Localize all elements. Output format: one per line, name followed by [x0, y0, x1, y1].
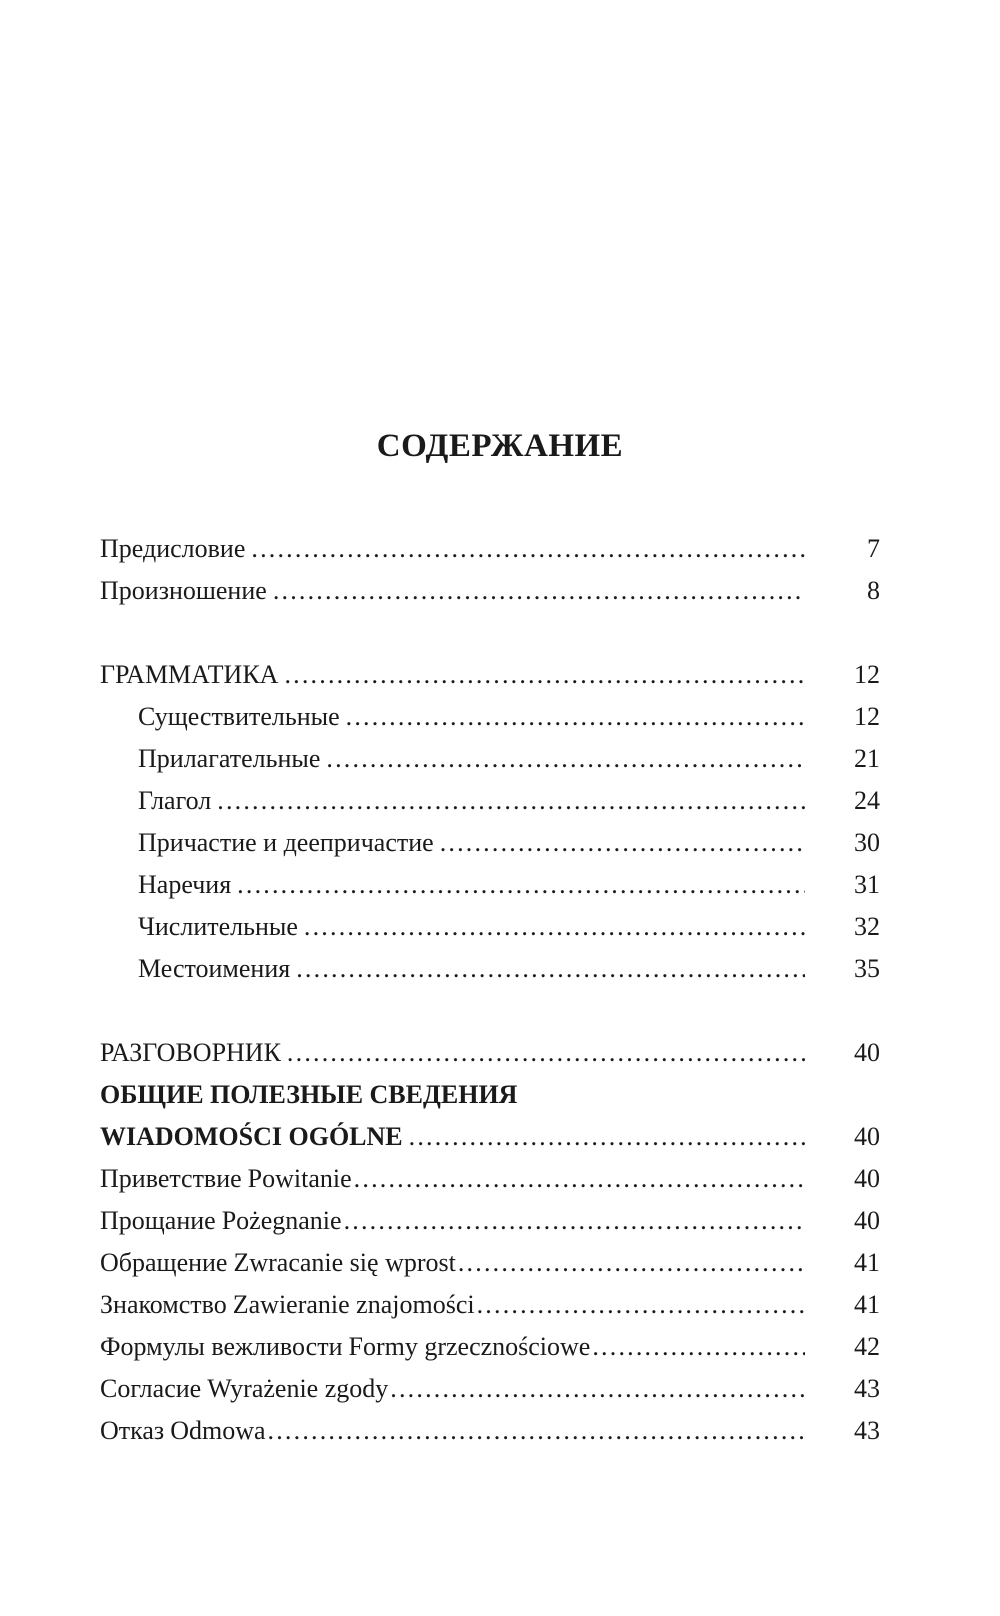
toc-entry-preface[interactable]	[100, 528, 880, 570]
toc-page-number: 40	[854, 1164, 880, 1193]
toc-entry-label: РАЗГОВОРНИК	[100, 1038, 281, 1067]
dot-leader	[354, 1158, 805, 1200]
toc-entry-adjectives[interactable]	[100, 738, 880, 780]
toc-entry-label: Отказ	[100, 1416, 165, 1445]
toc-entry-refusal[interactable]	[100, 1410, 880, 1452]
toc-entry-participles[interactable]	[100, 822, 880, 864]
dot-leader	[346, 696, 805, 738]
toc-entry-verb[interactable]	[100, 780, 880, 822]
dot-leader	[458, 1242, 805, 1284]
toc-page-number: 24	[854, 786, 880, 815]
dot-leader	[304, 906, 805, 948]
toc-entry-nouns[interactable]	[100, 696, 880, 738]
toc-page-number: 43	[854, 1374, 880, 1403]
toc-page-number: 8	[867, 576, 880, 605]
toc-entry-polish-label: Zawieranie znajomości	[232, 1290, 475, 1319]
toc-entry-label: Местоимения	[138, 954, 291, 983]
toc-entry-numerals[interactable]	[100, 906, 880, 948]
toc-page-number: 12	[854, 660, 880, 689]
toc-entry-polish-label: Zwracanie się wprost	[233, 1248, 456, 1277]
toc-entry-label: Предисловие	[100, 534, 246, 563]
toc-page-number: 12	[854, 702, 880, 731]
toc-page-number: 21	[854, 744, 880, 773]
toc-entry-label: Прилагательные	[138, 744, 321, 773]
dot-leader	[296, 948, 805, 990]
toc-entry-agreement[interactable]	[100, 1368, 880, 1410]
toc-section-phrasebook[interactable]	[100, 1032, 880, 1074]
toc-entry-adverbs[interactable]	[100, 864, 880, 906]
toc-page-number: 41	[854, 1248, 880, 1277]
toc-entry-politeness[interactable]	[100, 1326, 880, 1368]
toc-entry-label: Приветствие	[100, 1164, 242, 1193]
dot-leader	[237, 864, 805, 906]
toc-page-number: 40	[854, 1206, 880, 1235]
toc-entry-addressing[interactable]	[100, 1242, 880, 1284]
toc-entry-label: Формулы вежливости	[100, 1332, 343, 1361]
toc-entry-acquaintance[interactable]	[100, 1284, 880, 1326]
toc-entry-label: Числительные	[138, 912, 298, 941]
toc-entry-label: Прощание	[100, 1206, 216, 1235]
toc-heading-general-info[interactable]	[100, 1074, 880, 1158]
toc-page-number: 40	[854, 1038, 880, 1067]
toc-entry-polish-label: Formy grzecznościowe	[348, 1332, 591, 1361]
toc-page-number: 7	[867, 534, 880, 563]
toc-entry-label: ГРАММАТИКА	[100, 660, 279, 689]
toc-entry-polish-label: Pożegnanie	[221, 1206, 342, 1235]
dot-leader	[326, 738, 805, 780]
dot-leader	[440, 822, 805, 864]
toc-entry-polish-label: Powitanie	[247, 1164, 352, 1193]
toc-page-number: 43	[854, 1416, 880, 1445]
toc-entry-label: Существительные	[138, 702, 340, 731]
toc-entry-farewell[interactable]	[100, 1200, 880, 1242]
toc-entry-pronouns[interactable]	[100, 948, 880, 990]
table-of-contents	[100, 528, 880, 1452]
dot-leader	[268, 1410, 805, 1452]
dot-leader	[251, 528, 805, 570]
toc-entry-greeting[interactable]	[100, 1158, 880, 1200]
toc-page-number: 42	[854, 1332, 880, 1361]
dot-leader	[477, 1284, 805, 1326]
dot-leader	[287, 1032, 805, 1074]
toc-page-number: 31	[854, 870, 880, 899]
dot-leader	[592, 1326, 805, 1368]
toc-entry-polish-label: Odmowa	[170, 1416, 266, 1445]
page-title: СОДЕРЖАНИЕ	[376, 428, 624, 464]
dot-leader	[409, 1116, 805, 1158]
toc-heading-russian: ОБЩИЕ ПОЛЕЗНЫЕ СВЕДЕНИЯ	[100, 1080, 518, 1109]
toc-entry-pronunciation[interactable]	[100, 570, 880, 612]
toc-entry-polish-label: Wyrażenie zgody	[207, 1374, 389, 1403]
dot-leader	[344, 1200, 805, 1242]
dot-leader	[284, 654, 805, 696]
toc-page-number: 41	[854, 1290, 880, 1319]
toc-entry-label: Глагол	[138, 786, 212, 815]
toc-entry-label: Обращение	[100, 1248, 228, 1277]
toc-page-number: 30	[854, 828, 880, 857]
toc-entry-label: Причастие и деепричастие	[138, 828, 434, 857]
toc-section-grammar[interactable]	[100, 654, 880, 696]
toc-entry-label: Произношение	[100, 576, 267, 605]
toc-heading-polish: WIADOMOŚCI OGÓLNE	[100, 1122, 403, 1151]
toc-page-number: 40	[854, 1122, 880, 1151]
toc-entry-label: Наречия	[138, 870, 232, 899]
toc-entry-label: Знакомство	[100, 1290, 227, 1319]
dot-leader	[217, 780, 805, 822]
toc-page-number: 32	[854, 912, 880, 941]
dot-leader	[273, 570, 805, 612]
dot-leader	[390, 1368, 805, 1410]
toc-page-number: 35	[854, 954, 880, 983]
toc-entry-label: Согласие	[100, 1374, 202, 1403]
